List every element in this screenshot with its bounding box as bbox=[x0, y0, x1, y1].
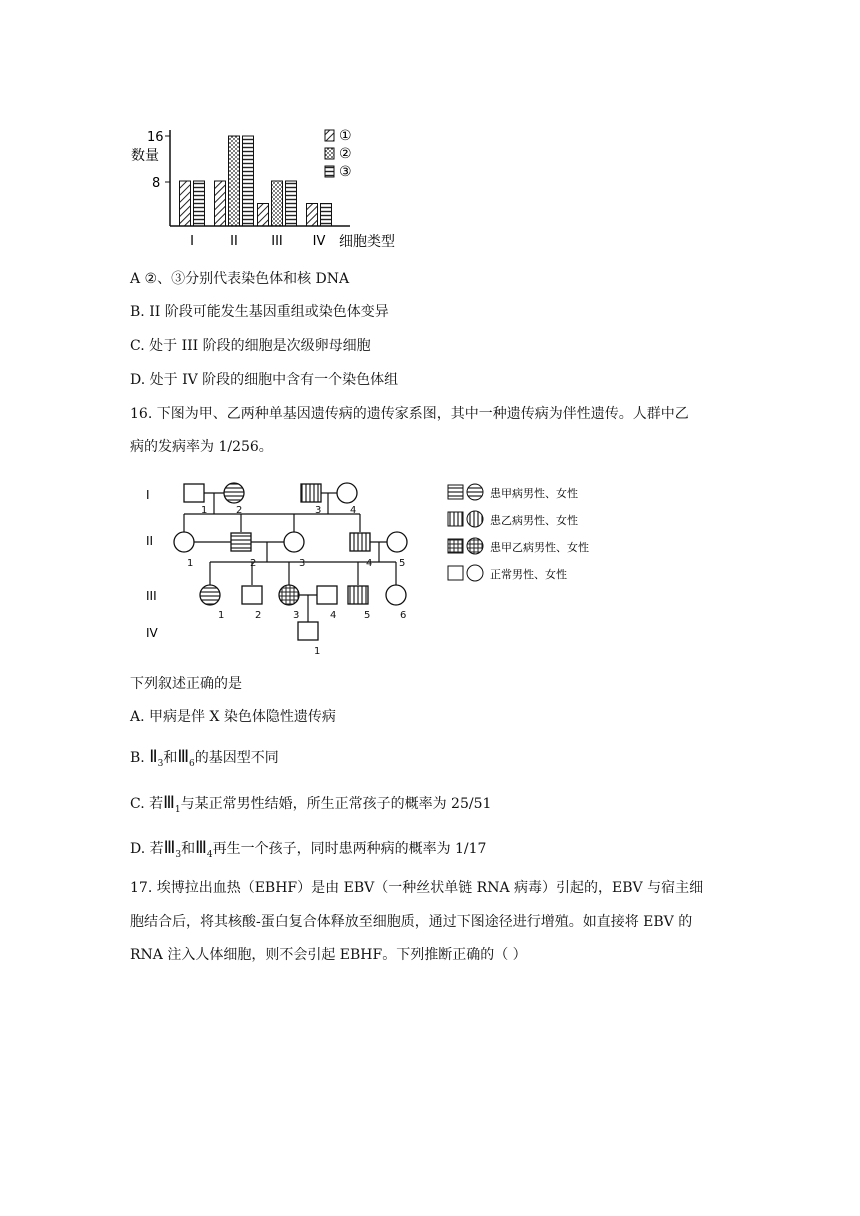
legend-ab-male-swatch bbox=[448, 539, 463, 553]
pedigree-II-1-normal-female bbox=[174, 532, 194, 552]
x-tick-label-II: II bbox=[230, 234, 238, 249]
legend-ab-text: 患甲乙病男性、女性 bbox=[490, 541, 589, 554]
legend-label-2: ② bbox=[339, 146, 352, 162]
x-tick-label-I: I bbox=[190, 234, 194, 249]
pedigree-I-1-normal-male bbox=[184, 484, 204, 502]
legend-b-text: 患乙病男性、女性 bbox=[490, 514, 578, 527]
x-tick-label-III: III bbox=[271, 234, 283, 249]
legend-normal-male-swatch bbox=[448, 566, 463, 580]
generation-label-1: I bbox=[146, 488, 150, 502]
pedigree-III-2-normal-male bbox=[242, 586, 262, 604]
legend-normal-text: 正常男性、女性 bbox=[490, 568, 567, 581]
q17-line3: RNA 注入人体细胞，则不会引起 EBHF。下列推断正确的（ ） bbox=[130, 947, 527, 963]
pedigree-legend bbox=[448, 484, 589, 581]
q15-option-d: D. 处于 IV 阶段的细胞中含有一个染色体组 bbox=[130, 372, 399, 388]
q16-option-b: B. $Ⅱ_3$和$Ⅲ_6$的基因型不同 bbox=[130, 747, 279, 769]
pedigree-II-4-disease-b-male bbox=[350, 533, 370, 551]
id-II-1: 1 bbox=[187, 558, 194, 569]
bar-II-series-3 bbox=[243, 136, 254, 226]
pedigree-II-2-disease-a-male bbox=[231, 533, 251, 551]
legend-ab-female-swatch bbox=[467, 538, 483, 554]
y-tick-label-16: 16 bbox=[147, 130, 164, 145]
id-I-1: 1 bbox=[201, 505, 208, 516]
pedigree-III-5-disease-b-male bbox=[348, 586, 368, 604]
q16-option-c: C. 若$Ⅲ_1$与某正常男性结婚，所生正常孩子的概率为 25/51 bbox=[130, 793, 492, 815]
legend-a-female-swatch bbox=[467, 484, 483, 500]
q15-option-c: C. 处于 III 阶段的细胞是次级卵母细胞 bbox=[130, 338, 371, 354]
id-II-2: 2 bbox=[250, 558, 257, 569]
pedigree-III-6-normal-female bbox=[386, 585, 406, 605]
legend-b-male-swatch bbox=[448, 512, 463, 526]
bar-II-series-2 bbox=[229, 136, 240, 226]
id-III-2: 2 bbox=[255, 610, 262, 621]
q16-stem-line2: 病的发病率为 1/256。 bbox=[130, 439, 273, 455]
pedigree-III-3-both-diseases-female bbox=[279, 585, 299, 605]
id-I-2: 2 bbox=[236, 505, 243, 516]
id-I-4: 4 bbox=[350, 505, 357, 516]
q16-question: 下列叙述正确的是 bbox=[130, 676, 242, 692]
id-II-5: 5 bbox=[399, 558, 406, 569]
q17-line2: 胞结合后，将其核酸-蛋白复合体释放至细胞质，通过下图途径进行增殖。如直接将 EBV 的 bbox=[130, 914, 693, 930]
x-tick-label-IV: IV bbox=[312, 234, 326, 249]
y-axis-label: 数量 bbox=[131, 148, 159, 164]
bar-IV-series-3 bbox=[321, 204, 332, 227]
generation-label-2: II bbox=[146, 534, 154, 548]
pedigree-II-3-normal-female bbox=[284, 532, 304, 552]
legend-label-1: ① bbox=[339, 128, 352, 144]
bar-IV-series-1 bbox=[307, 204, 318, 227]
legend-swatch-2 bbox=[325, 148, 334, 159]
legend-label-3: ③ bbox=[339, 164, 352, 180]
q15-option-a: A ②、③分别代表染色体和核 DNA bbox=[130, 271, 350, 287]
legend-swatch-3 bbox=[325, 166, 334, 177]
q16-option-a: A. 甲病是伴 X 染色体隐性遗传病 bbox=[130, 709, 336, 725]
pedigree-I-4-normal-female bbox=[337, 483, 357, 503]
y-tick-label-8: 8 bbox=[152, 176, 161, 191]
legend-b-female-swatch bbox=[467, 511, 483, 527]
pedigree-I-2-disease-a-female bbox=[224, 483, 244, 503]
generation-label-3: III bbox=[146, 589, 157, 603]
bar-I-series-3 bbox=[194, 181, 205, 226]
id-II-3: 3 bbox=[299, 558, 306, 569]
bar-III-series-2 bbox=[272, 181, 283, 226]
bar-III-series-1 bbox=[258, 204, 269, 227]
id-III-5: 5 bbox=[364, 610, 371, 621]
id-III-4: 4 bbox=[330, 610, 337, 621]
pedigree-I-3-disease-b-male bbox=[301, 484, 321, 502]
q16-option-d: D. 若$Ⅲ_3$和$Ⅲ_4$再生一个孩子，同时患两种病的概率为 1/17 bbox=[130, 838, 487, 860]
legend-a-male-swatch bbox=[448, 485, 463, 499]
bar-III-series-3 bbox=[286, 181, 297, 226]
id-III-1: 1 bbox=[218, 610, 225, 621]
q15-option-b: B. II 阶段可能发生基因重组或染色体变异 bbox=[130, 304, 389, 320]
pedigree-IV-1-normal-male bbox=[298, 622, 318, 640]
q17-line1: 17. 埃博拉出血热（EBHF）是由 EBV（一种丝状单链 RNA 病毒）引起的，EBV 与宿主细 bbox=[130, 880, 704, 896]
id-II-4: 4 bbox=[366, 558, 373, 569]
q16-stem-line1: 16. 下图为甲、乙两种单基因遗传病的遗传家系图，其中一种遗传病为伴性遗传。人群中乙 bbox=[130, 406, 689, 422]
id-III-3: 3 bbox=[293, 610, 300, 621]
bar-II-series-1 bbox=[215, 181, 226, 226]
pedigree-III-1-disease-a-female bbox=[200, 585, 220, 605]
bar-I-series-1 bbox=[180, 181, 191, 226]
pedigree-chart bbox=[140, 474, 610, 659]
pedigree-III-4-normal-male bbox=[317, 586, 337, 604]
bar-chart bbox=[125, 122, 505, 252]
x-axis-label: 细胞类型 bbox=[339, 234, 395, 250]
id-I-3: 3 bbox=[315, 505, 322, 516]
legend-a-text: 患甲病男性、女性 bbox=[490, 487, 578, 500]
legend-normal-female-swatch bbox=[467, 565, 483, 581]
id-IV-1: 1 bbox=[314, 646, 321, 657]
chart-legend bbox=[325, 128, 352, 180]
legend-swatch-1 bbox=[325, 130, 334, 141]
id-III-6: 6 bbox=[400, 610, 407, 621]
generation-label-4: IV bbox=[146, 626, 158, 640]
pedigree-II-5-normal-female bbox=[387, 532, 407, 552]
